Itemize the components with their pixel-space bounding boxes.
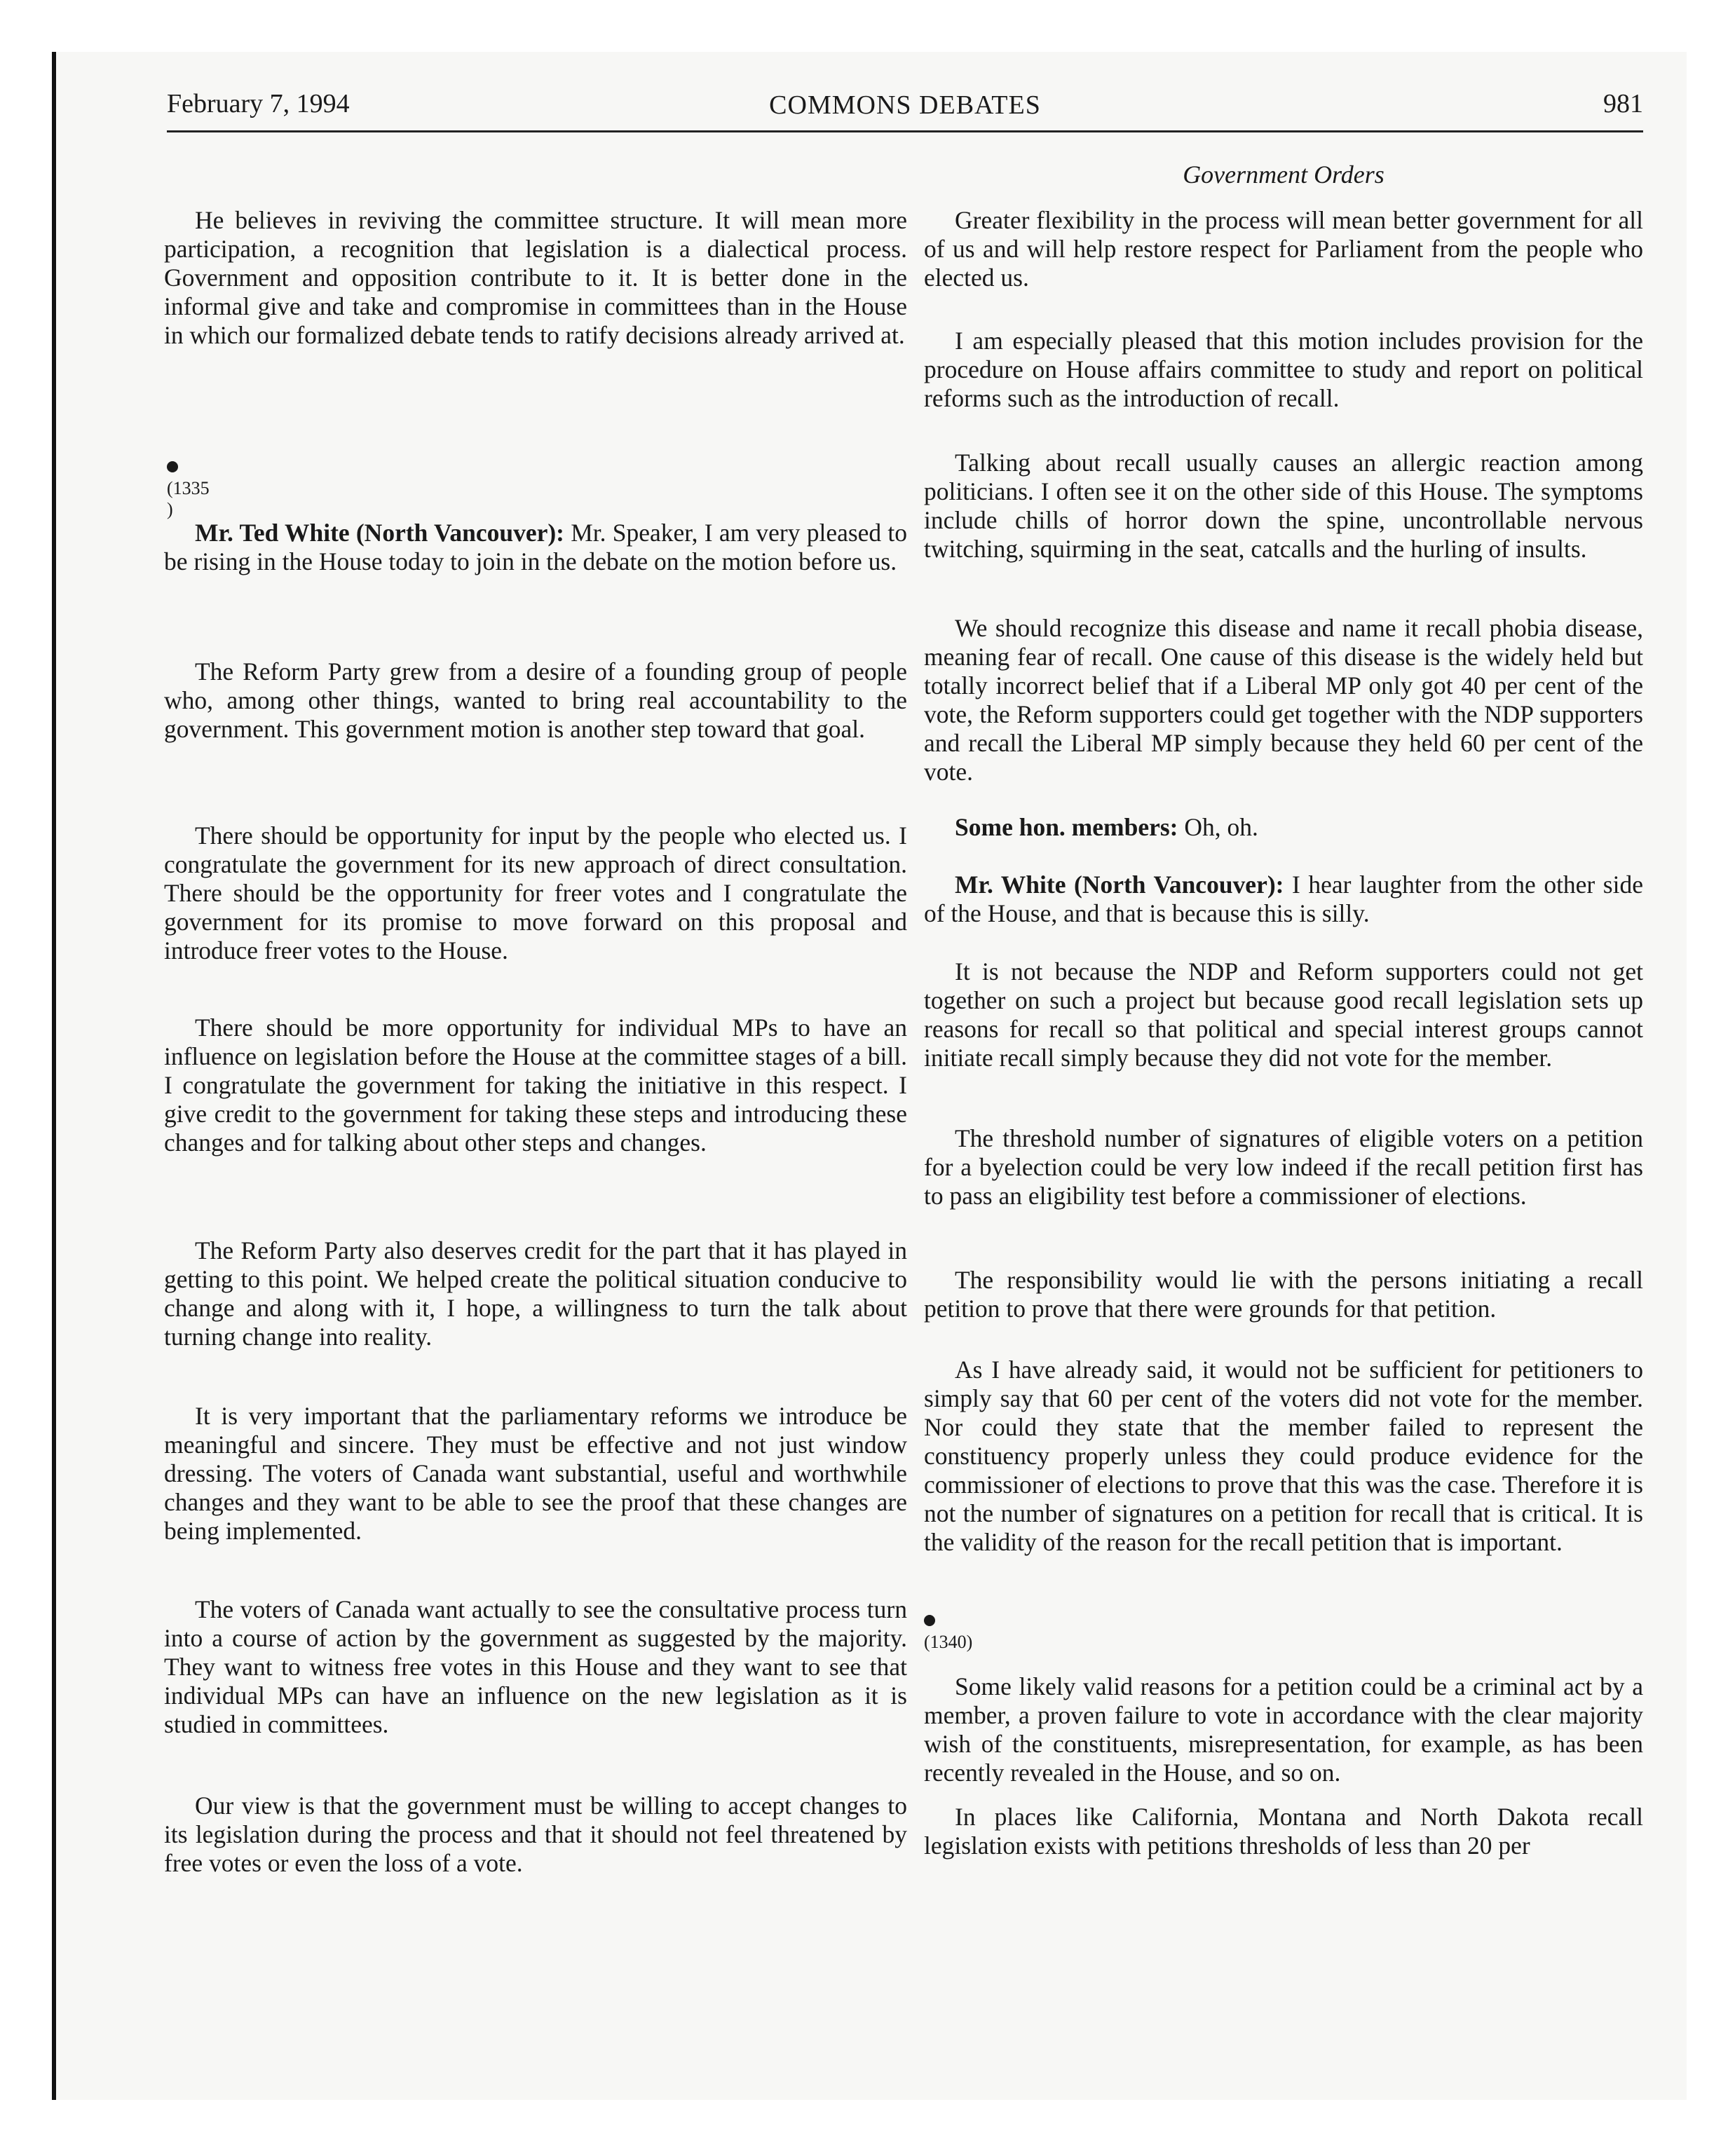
speech-text: I hear laughter from the other side of the House, and that is because this is silly. — [924, 871, 1643, 927]
paragraph-speech — [164, 519, 907, 576]
paragraph: In places like California, Montana and North Dakota recall legislation exists with petitions thresholds of less than 20 per — [924, 1803, 1643, 1860]
speaker-name: Some hon. members: — [955, 813, 1178, 841]
speaker-name: Mr. Ted White (North Vancouver): — [195, 519, 565, 547]
paragraph-speech — [924, 813, 1643, 842]
section-label: Government Orders — [1183, 161, 1384, 189]
paragraph-speech — [924, 871, 1643, 928]
page-number: 981 — [1603, 89, 1643, 118]
time-marker-label: (1340) — [924, 1632, 973, 1652]
time-marker — [924, 1611, 972, 1653]
paragraph: The Reform Party grew from a desire of a founding group of people who, among other things, wanted to bring real accountability to the government. This government motion is another step toward that goal. — [164, 657, 907, 743]
paragraph: The voters of Canada want actually to see the consultative process turn into a course of action by the government as suggested by the majority. They want to witness free votes in this House and they want to see that individual MPs can have an influence on the new legislation as it is studied in committees. — [164, 1595, 907, 1738]
paragraph: Greater flexibility in the process will mean better government for all of us and will help restore respect for Parliament from the people who elected us. — [924, 206, 1643, 292]
paragraph: I am especially pleased that this motion includes provision for the procedure on House affairs committee to study and report on political reforms such as the introduction of recall. — [924, 327, 1643, 412]
bullet-icon — [924, 1615, 935, 1626]
header-date: February 7, 1994 — [167, 89, 350, 118]
paragraph: The responsibility would lie with the persons initiating a recall petition to prove that there were grounds for that petition. — [924, 1266, 1643, 1323]
paragraph: We should recognize this disease and name it recall phobia disease, meaning fear of recall. One cause of this disease is the widely held but totally incorrect belief that if a Liberal MP only got 40 per cent of the vote, the Reform supporters could get together with the NDP supporters and recall the Liberal MP simply because they held 60 per cent of the vote. — [924, 614, 1643, 786]
paragraph: He believes in reviving the committee structure. It will mean more participation, a recognition that legislation is a dialectical process. Government and opposition contribute to it. It is better done in the informal give and take and compromise in committees than in the House in which our formalized debate tends to ratify decisions already arrived at. — [164, 206, 907, 349]
time-marker-label: (1335 ) — [167, 478, 210, 519]
time-marker — [167, 457, 210, 520]
paragraph: The threshold number of signatures of eligible voters on a petition for a byelection could be very low indeed if the recall petition first has to pass an eligibility test before a commissioner of elections. — [924, 1124, 1643, 1210]
paragraph: There should be more opportunity for individual MPs to have an influence on legislation before the House at the committee stages of a bill. I congratulate the government for taking the initiative in this respect. I give credit to the government for taking these steps and introducing these changes and for talking about other steps and changes. — [164, 1014, 907, 1157]
paragraph: It is very important that the parliamentary reforms we introduce be meaningful and sincere. They must be effective and not just window dressing. The voters of Canada want substantial, useful and worthwhile changes and they want to be able to see the proof that these changes are being implemented. — [164, 1402, 907, 1545]
header-title: COMMONS DEBATES — [769, 90, 1041, 120]
paragraph: It is not because the NDP and Reform supporters could not get together on such a project but because good recall legislation sets up reasons for recall so that political and special interest groups cannot initiate recall simply because they did not vote for the member. — [924, 957, 1643, 1072]
paragraph: As I have already said, it would not be sufficient for petitioners to simply say that 60 per cent of the voters did not vote for the member. Nor could they state that the member failed to represent the constituency properly unless they could produce evidence for the commissioner of elections to prove that this was the case. Therefore it is not the number of signatures on a petition for recall that is critical. It is the validity of the reason for the recall petition that is important. — [924, 1356, 1643, 1556]
speech-text: Oh, oh. — [1178, 813, 1258, 841]
paragraph: Talking about recall usually causes an allergic reaction among politicians. I often see it on the other side of this House. The symptoms include chills of horror down the spine, uncontrollable nervous twitching, squirming in the seat, catcalls and the hurling of insults. — [924, 449, 1643, 563]
bullet-icon — [167, 461, 178, 472]
speaker-name: Mr. White (North Vancouver): — [955, 871, 1284, 899]
paragraph: Our view is that the government must be willing to accept changes to its legislation during the process and that it should not feel threatened by free votes or even the loss of a vote. — [164, 1792, 907, 1877]
paragraph: The Reform Party also deserves credit for the part that it has played in getting to this point. We helped create the political situation conducive to change and along with it, I hope, a willingness to turn the talk about turning change into reality. — [164, 1236, 907, 1351]
speech-text: Mr. Speaker, I am very pleased to be rising in the House today to join in the debate on the motion before us. — [164, 519, 907, 575]
paragraph: Some likely valid reasons for a petition could be a criminal act by a member, a proven failure to vote in accordance with the clear majority wish of the constituents, misrepresentation, for example, as has been recently revealed in the House, and so on. — [924, 1672, 1643, 1787]
page-header — [167, 88, 1643, 132]
paragraph: There should be opportunity for input by the people who elected us. I congratulate the government for its new approach of direct consultation. There should be the opportunity for freer votes and I congratulate the government for its promise to move forward on this proposal and introduce freer votes to the House. — [164, 821, 907, 964]
